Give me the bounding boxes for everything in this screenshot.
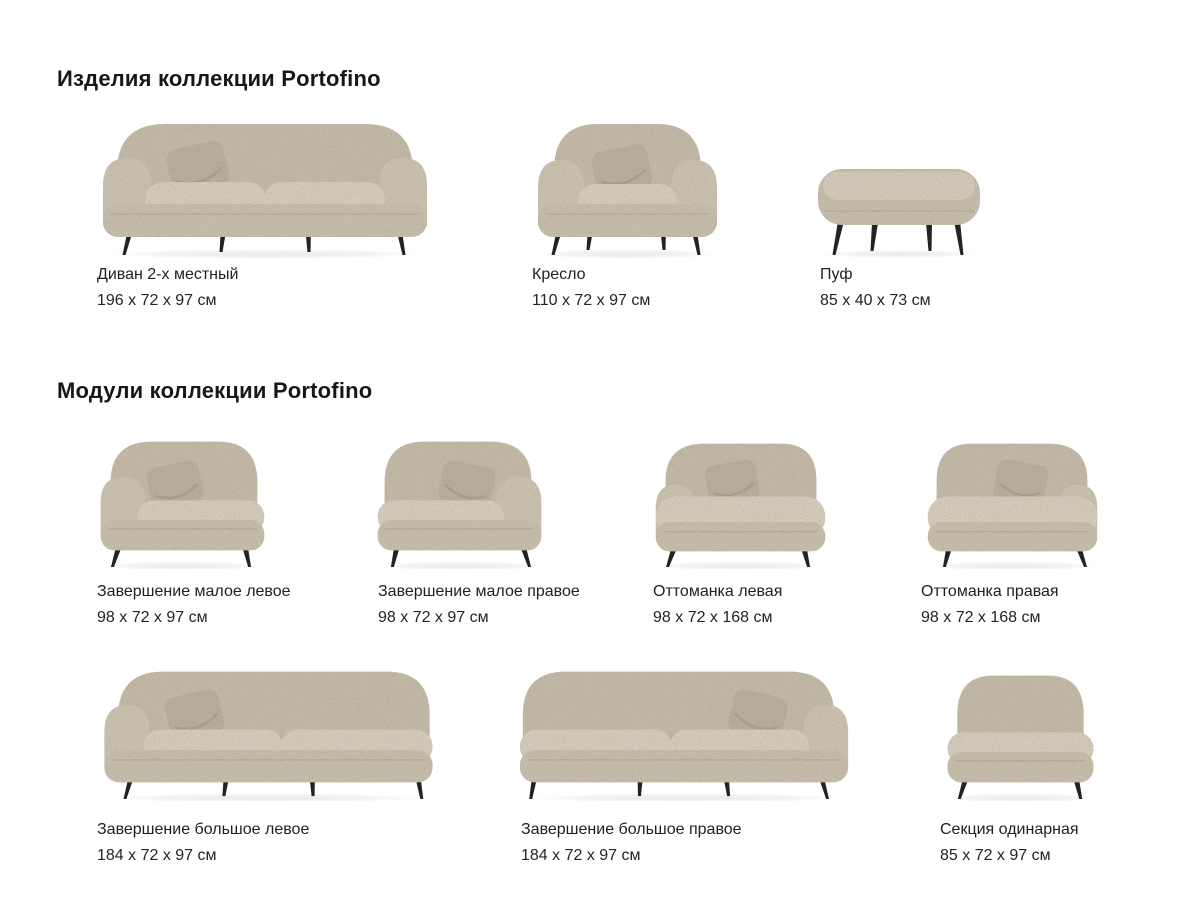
large-end-module-left-image bbox=[95, 656, 440, 801]
product-name: Секция одинарная bbox=[940, 821, 1079, 838]
product-name: Завершение малое правое bbox=[378, 583, 580, 600]
two-seat-sofa-image bbox=[95, 108, 435, 258]
product-caption bbox=[940, 817, 1079, 869]
product-caption bbox=[97, 579, 291, 631]
section-title-products: Изделия коллекции Portofino bbox=[57, 66, 381, 92]
product-name: Кресло bbox=[532, 266, 586, 283]
product-caption bbox=[820, 262, 931, 314]
section-title-modules: Модули коллекции Portofino bbox=[57, 378, 373, 404]
product-name: Пуф bbox=[820, 266, 853, 283]
ottoman-left-image bbox=[648, 424, 833, 569]
product-dimensions: 98 x 72 x 168 см bbox=[921, 609, 1041, 626]
product-dimensions: 184 x 72 x 97 см bbox=[521, 847, 641, 864]
product-dimensions: 85 x 72 x 97 см bbox=[940, 847, 1051, 864]
product-caption bbox=[521, 817, 742, 869]
large-end-module-right-image bbox=[515, 656, 855, 801]
product-name: Диван 2-х местный bbox=[97, 266, 239, 283]
product-dimensions: 98 x 72 x 97 см bbox=[378, 609, 489, 626]
product-caption bbox=[653, 579, 782, 631]
product-dimensions: 85 x 40 x 73 см bbox=[820, 292, 931, 309]
product-dimensions: 196 x 72 x 97 см bbox=[97, 292, 217, 309]
product-name: Оттоманка левая bbox=[653, 583, 783, 600]
product-caption bbox=[378, 579, 580, 631]
product-dimensions: 110 x 72 x 97 см bbox=[532, 292, 651, 309]
product-caption bbox=[921, 579, 1059, 631]
single-section-image bbox=[938, 656, 1103, 801]
product-dimensions: 98 x 72 x 168 см bbox=[653, 609, 773, 626]
product-dimensions: 184 x 72 x 97 см bbox=[97, 847, 217, 864]
small-end-module-left-image bbox=[95, 424, 270, 569]
product-name: Завершение большое правое bbox=[521, 821, 742, 838]
product-caption bbox=[532, 262, 650, 314]
product-name: Завершение большое левое bbox=[97, 821, 310, 838]
ottoman-right-image bbox=[920, 424, 1105, 569]
product-dimensions: 98 x 72 x 97 см bbox=[97, 609, 208, 626]
product-caption bbox=[97, 262, 238, 314]
pouf-image bbox=[814, 163, 984, 258]
product-caption bbox=[97, 817, 309, 869]
armchair-image bbox=[530, 108, 725, 258]
product-name: Оттоманка правая bbox=[921, 583, 1059, 600]
product-name: Завершение малое левое bbox=[97, 583, 291, 600]
small-end-module-right-image bbox=[372, 424, 547, 569]
